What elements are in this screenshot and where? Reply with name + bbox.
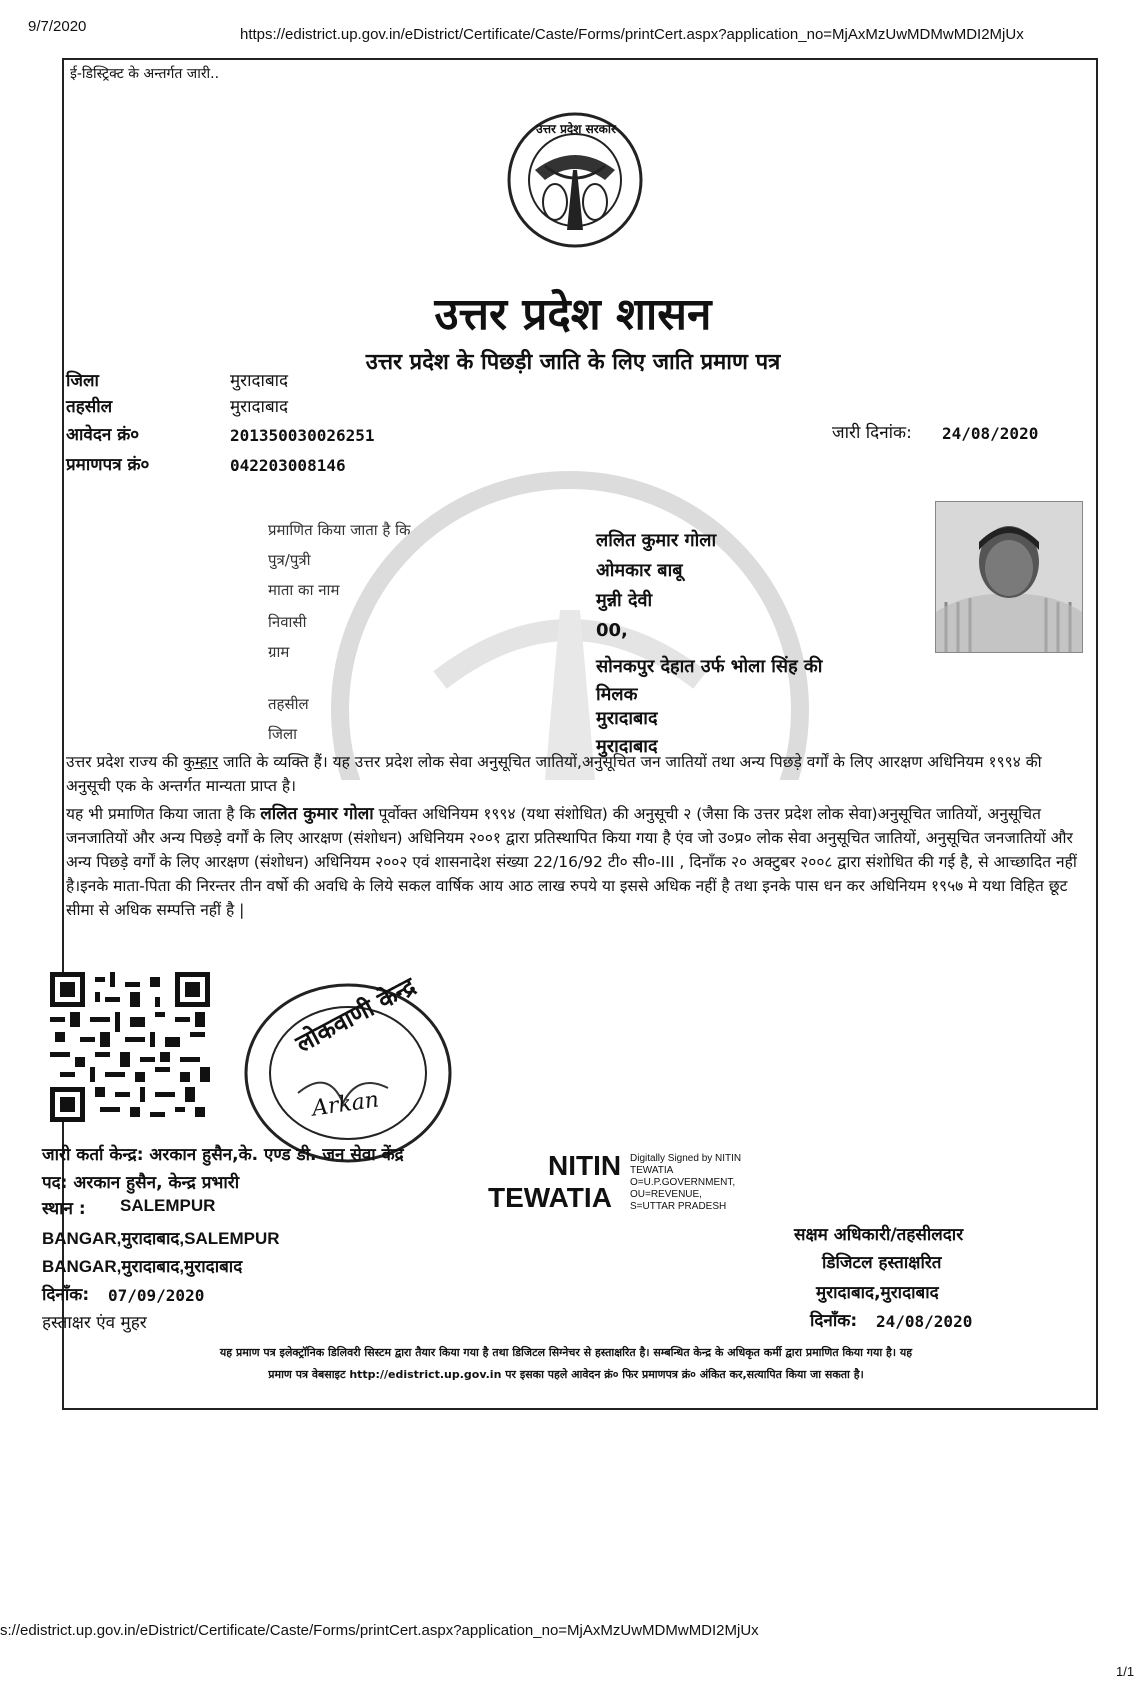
income-paragraph-part1: यह भी प्रमाणित किया जाता है कि — [66, 805, 261, 823]
resident-value: 00, — [596, 620, 628, 641]
digital-sign-name2: TEWATIA — [488, 1182, 612, 1213]
issue-date: 24/08/2020 — [942, 424, 1039, 443]
village-line-1: सोनकपुर देहात उर्फ भोला सिंह की — [596, 656, 823, 677]
digital-sign-detail: O=U.P.GOVERNMENT, — [630, 1177, 736, 1188]
print-url-bottom[interactable]: s://edistrict.up.gov.in/eDistrict/Certificate/Caste/Forms/printCert.aspx?application_no=MjAxMzUwMDMwMDI2MjUx — [0, 1622, 759, 1639]
page-count: 1/1 — [1116, 1664, 1135, 1679]
district-value: मुरादाबाद — [230, 371, 289, 391]
income-paragraph-part2: पूर्वोक्त अधिनियम १९९४ (यथा संशोधित) की अनुसूची २ (जैसा कि उत्तर प्रदेश लोक सेवा)अनुसूचित जातियों, अनुसूचित जनजातियों और अन्य पिछड़े वर्गों के लिए आरक्षण (संशोधन) अधिनियम २००१ द्वारा प्रतिस्थापित किया गया है एंव जो उ०प्र० लोक सेवा अनुसूचित जातियों, अनुसूचित जनजातियों और अन्य पिछड़े वर्गों के लिए आरक्षण (संशोधन) अधिनियम २००२ एवं शासनादेश संख्या 22/16/92 टी० सी०-III , दिनाँक २० अक्टुबर २००८ द्वारा संशोधित की गई है, से आच्छादित नहीं है।इनके माता-पिता की निरन्तर तीन वर्षो की अवधि के लिये सकल वार्षिक आय आठ लाख रुपये या इससे अधिक नहीं है तथा इनके पास धन कर अधिनियम १९५७ मे यथा विहित छूट सीमा से अधिक सम्पत्ति नहीं है | — [66, 805, 1077, 919]
village-line-2: मिलक — [596, 684, 638, 705]
certificate-label: प्रमाणपत्र क्रं० — [66, 455, 150, 475]
person-name: ललित कुमार गोला — [596, 530, 717, 551]
qr-code — [50, 972, 210, 1122]
digital-sign-details — [630, 1153, 741, 1213]
village-label: ग्राम — [268, 643, 290, 661]
issuer-center: जारी कर्ता केन्द्र: अरकान हुसैन,के. एण्ड डी. जन सेवा केंद्र — [42, 1145, 404, 1165]
income-paragraph — [66, 802, 1086, 922]
district-label: जिला — [66, 371, 99, 391]
person-district-label: जिला — [268, 725, 298, 743]
officer-digital-signed: डिजिटल हस्ताक्षरित — [822, 1253, 942, 1273]
seal-text: उत्तर प्रदेश सरकार — [536, 122, 616, 136]
resident-label: निवासी — [268, 613, 307, 631]
watermark-emblem — [320, 460, 823, 780]
income-paragraph-name: ललित कुमार गोला — [260, 804, 374, 824]
mother-name: मुन्नी देवी — [596, 590, 653, 611]
officer-date-label: दिनाँक: — [810, 1311, 858, 1331]
issuer-place-line3: BANGAR,मुरादाबाद,मुरादाबाद — [42, 1257, 243, 1276]
page-title: उत्तर प्रदेश शासन — [434, 289, 712, 340]
child-of-label: पुत्र/पुत्री — [268, 551, 311, 569]
digital-sign-detail: S=UTTAR PRADESH — [630, 1201, 727, 1212]
application-label: आवेदन क्रं० — [66, 425, 140, 445]
tehsil-value: मुरादाबाद — [230, 397, 289, 417]
page-subtitle: उत्तर प्रदेश के पिछड़ी जाति के लिए जाति प्रमाण पत्र — [365, 350, 781, 375]
issuer-date-label: दिनाँक: — [42, 1285, 90, 1305]
applicant-photo — [935, 501, 1083, 653]
issuer-place-line2: BANGAR,मुरादाबाद,SALEMPUR — [42, 1229, 280, 1248]
issue-date-label: जारी दिनांक: — [832, 423, 912, 443]
issuer-place-line1: SALEMPUR — [120, 1196, 216, 1215]
stamp-signature: Arkan — [310, 1087, 381, 1122]
issued-under-note: ई-डिस्ट्रिक्ट के अन्तर्गत जारी.. — [70, 66, 220, 82]
certificate-number: 042203008146 — [230, 456, 346, 475]
officer-date: 24/08/2020 — [876, 1312, 973, 1331]
application-number: 201350030026251 — [230, 426, 375, 445]
person-district: मुरादाबाद — [596, 736, 658, 757]
person-tehsil: मुरादाबाद — [596, 708, 658, 729]
officer-location: मुरादाबाद,मुरादाबाद — [816, 1283, 939, 1303]
footer-line-2: प्रमाण पत्र वेबसाइट http://edistrict.up.gov.in पर इसका पहले आवेदन क्रं० फिर प्रमाणपत्र क्रं० अंकित कर,सत्यापित किया जा सकता है। — [268, 1368, 864, 1381]
issuer-place-label: स्थान : — [42, 1199, 86, 1219]
father-name: ओमकार बाबू — [596, 560, 683, 581]
print-url-top[interactable]: https://edistrict.up.gov.in/eDistrict/Certificate/Caste/Forms/printCert.aspx?application_no=MjAxMzUwMDMwMDI2MjUx — [240, 26, 1024, 43]
person-tehsil-label: तहसील — [268, 695, 309, 713]
digital-sign-detail: OU=REVENUE, — [630, 1189, 702, 1200]
digital-sign-detail: TEWATIA — [630, 1165, 674, 1176]
issuer-sign-label: हस्ताक्षर एंव मुहर — [42, 1313, 147, 1333]
digital-sign-name1: NITIN — [548, 1150, 622, 1181]
certified-label: प्रमाणित किया जाता है कि — [268, 521, 411, 539]
mother-label: माता का नाम — [268, 581, 340, 599]
stamp-text: लोकवाणी केन्द्र — [291, 971, 421, 1059]
issuer-date: 07/09/2020 — [108, 1286, 205, 1305]
caste-paragraph-part1: उत्तर प्रदेश राज्य की — [66, 753, 183, 771]
issuer-post: पद: अरकान हुसैन, केन्द्र प्रभारी — [42, 1173, 240, 1193]
caste-paragraph — [66, 750, 1086, 798]
officer-title: सक्षम अधिकारी/तहसीलदार — [794, 1225, 964, 1245]
footer-line-1: यह प्रमाण पत्र इलेक्ट्रॉनिक डिलिवरी सिस्टम द्वारा तैयार किया गया है तथा डिजिटल सिग्नेचर से हस्ताक्षरित है। सम्बन्धित केन्द्र के अधिकृत कर्मी द्वारा प्रमाणित किया गया है। यह — [219, 1346, 913, 1359]
tehsil-label: तहसील — [66, 397, 113, 417]
caste-name: कुम्हार — [182, 753, 219, 771]
print-date: 9/7/2020 — [28, 18, 87, 35]
caste-paragraph-part2: जाति के व्यक्ति हैं। यह उत्तर प्रदेश लोक सेवा अनुसूचित जातियों,अनुसूचित जन जातियों तथा अन्य पिछड़े वर्गों के लिए आरक्षण अधिनियम १९९४ की अनुसूची एक के अन्तर्गत मान्यता प्राप्त है। — [66, 753, 1042, 795]
digital-sign-detail: Digitally Signed by NITIN — [630, 1153, 742, 1164]
certificate-footer-note — [38, 1342, 1094, 1386]
